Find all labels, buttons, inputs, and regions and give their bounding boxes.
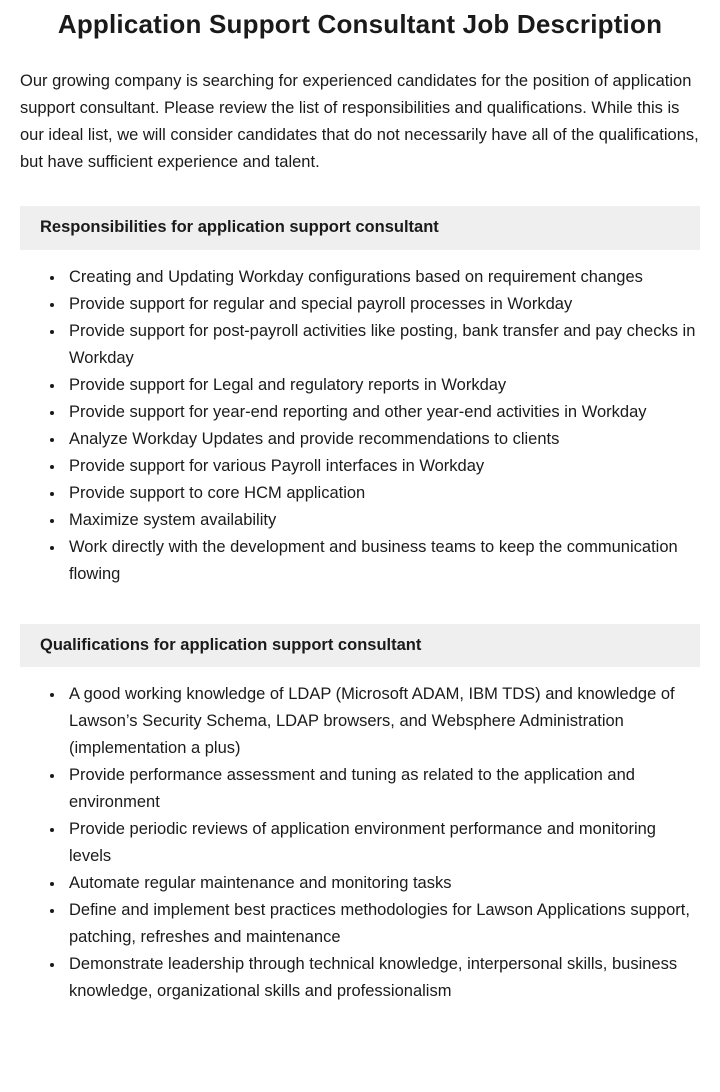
list-item: • Provide support for various Payroll interfaces in Workday [65,453,700,480]
list-item: • Automate regular maintenance and monitoring tasks [65,870,700,897]
list-item: • Provide support for post-payroll activities like posting, bank transfer and pay checks in Workday [65,318,700,372]
list-item: • Provide performance assessment and tuning as related to the application and environment [65,762,700,816]
list-item: • Provide support to core HCM application [65,480,700,507]
page-title: Application Support Consultant Job Description [57,9,663,39]
list-item: • Define and implement best practices methodologies for Lawson Applications support, patching, refreshes and maintenance [65,897,700,951]
list-item: • Work directly with the development and business teams to keep the communication flowing [65,534,700,588]
list-item: • Provide periodic reviews of application environment performance and monitoring levels [65,816,700,870]
list-item: • Demonstrate leadership through technical knowledge, interpersonal skills, business knowledge, organizational skills and professionalism [65,951,700,1005]
list-item: • Maximize system availability [65,507,700,534]
list-item: • Analyze Workday Updates and provide recommendations to clients [65,426,700,453]
responsibilities-section-heading: Responsibilities for application support consultant [20,206,700,250]
qualifications-list [20,681,700,1005]
list-item: • A good working knowledge of LDAP (Microsoft ADAM, IBM TDS) and knowledge of Lawson’s Security Schema, LDAP browsers, and Websphere Administration (implementation a plus) [65,681,700,762]
list-item: • Creating and Updating Workday configurations based on requirement changes [65,264,700,291]
qualifications-section-heading: Qualifications for application support consultant [20,624,700,668]
list-item: • Provide support for year-end reporting and other year-end activities in Workday [65,399,700,426]
list-item: • Provide support for Legal and regulatory reports in Workday [65,372,700,399]
list-item: • Provide support for regular and special payroll processes in Workday [65,291,700,318]
intro-paragraph: Our growing company is searching for experienced candidates for the position of application support consultant. Please review the list of responsibilities and qualifications. While this is our ideal list, we will consider candidates that do not necessarily have all of the qualifications, but have sufficient experience and talent. [20,71,699,171]
responsibilities-list [20,264,700,588]
